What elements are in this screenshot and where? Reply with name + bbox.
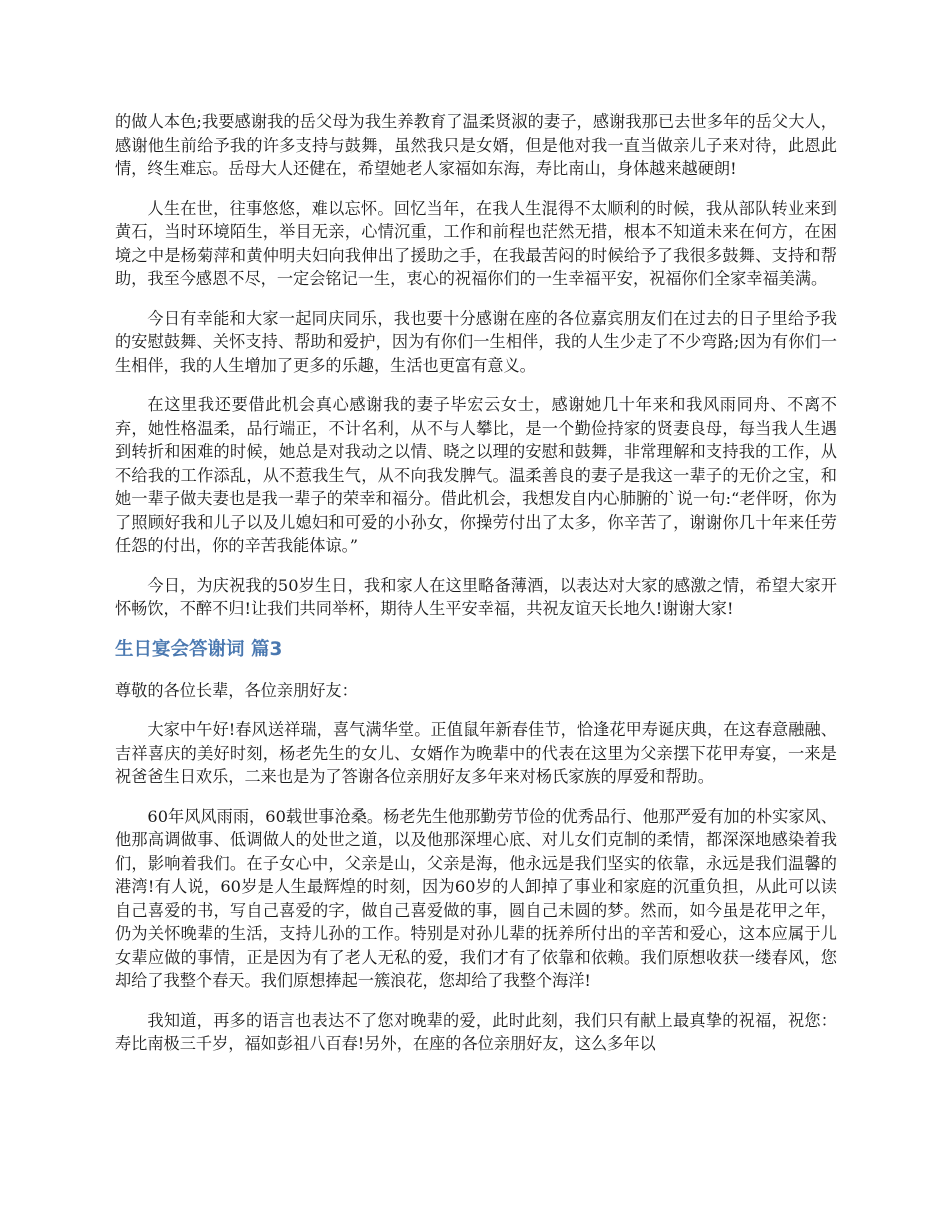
paragraph-gratitude-guests: 今日有幸能和大家一起同庆同乐，我也要十分感谢在座的各位嘉宾朋友们在过去的日子里给予我的安慰鼓舞、关怀支持、帮助和爱护，因为有你们一生相伴，我的人生少走了不少弯路;因为有你们一生相伴，我的人生增加了更多的乐趣，生活也更富有意义。	[115, 308, 837, 375]
paragraph-blessing: 我知道，再多的语言也表达不了您对晚辈的爱，此时此刻，我们只有献上最真挚的祝福，祝您：寿比南极三千岁，福如彭祖八百春!另外，在座的各位亲朋好友，这么多年以	[115, 1010, 837, 1053]
section-heading: 生日宴会答谢词 篇3	[115, 638, 283, 660]
salutation: 尊敬的各位长辈，各位亲朋好友：	[115, 680, 358, 700]
paragraph-continuation: 的做人本色;我要感谢我的岳父母为我生养教育了温柔贤淑的妻子，感谢我那已去世多年的岳父大人，感谢他生前给予我的许多支持与鼓舞，虽然我只是女婿，但是他对我一直当做亲儿子来对待，此恩此情，终生难忘。岳母大人还健在，希望她老人家福如东海，寿比南山，身体越来越硬朗!	[115, 112, 837, 178]
paragraph-toast: 今日，为庆祝我的50岁生日，我和家人在这里略备薄酒，以表达对大家的感激之情，希望大家开怀畅饮，不醉不归!让我们共同举杯，期待人生平安幸福，共祝友谊天长地久!谢谢大家!	[115, 575, 837, 618]
paragraph-greeting: 大家中午好!春风送祥瑞，喜气满华堂。正值鼠年新春佳节，恰逢花甲寿诞庆典，在这春意融融、吉祥喜庆的美好时刻，杨老先生的女儿、女婿作为晚辈中的代表在这里为父亲摆下花甲寿宴，一来是祝爸爸生日欢乐，二来也是为了答谢各位亲朋好友多年来对杨氏家族的厚爱和帮助。	[115, 720, 837, 786]
paragraph-sixty-years: 60年风风雨雨，60载世事沧桑。杨老先生他那勤劳节俭的优秀品行、他那严爱有加的朴实家风、他那高调做事、低调做人的处世之道，以及他那深埋心底、对儿女们克制的柔情，都深深地感染着我们，影响着我们。在子女心中，父亲是山，父亲是海，他永远是我们坚实的依靠，永远是我们温馨的港湾!有人说，60岁是人生最辉煌的时刻，因为60岁的人卸掉了事业和家庭的沉重负担，从此可以读自己喜爱的书，写自己喜爱的字，做自己喜爱做的事，圆自己未圆的梦。然而，如今虽是花甲之年，仍为关怀晚辈的生活，支持儿孙的工作。特别是对孙儿辈的抚养所付出的辛苦和爱心，这本应属于儿女辈应做的事情，正是因为有了老人无私的爱，我们才有了依靠和依赖。我们原想收获一缕春风，您却给了我整个春天。我们原想捧起一簇浪花，您却给了我整个海洋!	[115, 806, 837, 990]
paragraph-gratitude-wife: 在这里我还要借此机会真心感谢我的妻子毕宏云女士，感谢她几十年来和我风雨同舟、不离不弃，她性格温柔，品行端正，不计名利，从不与人攀比，是一个勤俭持家的贤妻良母，每当我人生遇到转折和困难的时候，她总是对我动之以情、晓之以理的安慰和鼓舞，非常理解和支持我的工作，从不给我的工作添乱，从不惹我生气，从不向我发脾气。温柔善良的妻子是我这一辈子的无价之宝，和她一辈子做夫妻也是我一辈子的荣幸和福分。借此机会，我想发自内心肺腑的`说一句:“老伴呀，你为了照顾好我和儿子以及儿媳妇和可爱的小孙女，你操劳付出了太多，你辛苦了，谢谢你几十年来任劳任怨的付出，你的辛苦我能体谅。”	[115, 395, 837, 555]
document-page	[115, 110, 837, 1056]
paragraph-gratitude-friends: 人生在世，往事悠悠，难以忘怀。回忆当年，在我人生混得不太顺利的时候，我从部队转业来到黄石，当时环境陌生，举目无亲，心情沉重，工作和前程也茫然无措，根本不知道未来在何方，在困境之中是杨菊萍和黄仲明夫妇向我伸出了援助之手，在我最苦闷的时候给予了我很多鼓舞、支持和帮助，我至今感恩不尽，一定会铭记一生，衷心的祝福你们的一生幸福平安，祝福你们全家幸福美满。	[115, 198, 837, 288]
